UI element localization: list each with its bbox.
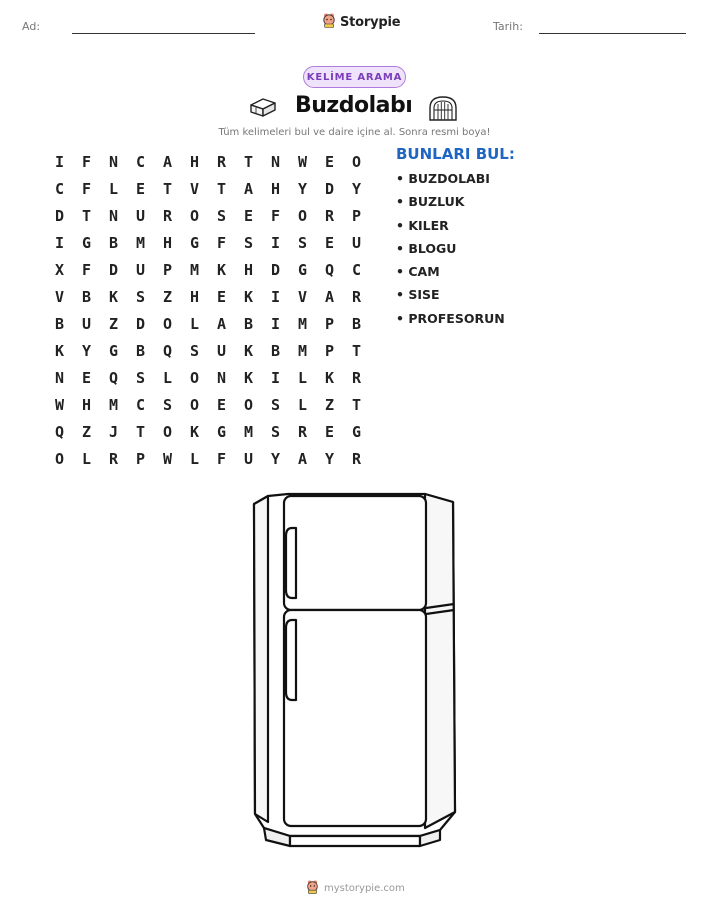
grid-cell[interactable]: S [270, 395, 281, 414]
grid-cell[interactable]: L [108, 179, 119, 198]
grid-cell[interactable]: M [108, 395, 119, 414]
refrigerator-illustration [250, 492, 460, 856]
grid-cell[interactable]: O [189, 395, 200, 414]
grid-cell[interactable]: W [162, 449, 173, 468]
grid-cell[interactable]: Q [54, 422, 65, 441]
grid-cell[interactable]: B [81, 287, 92, 306]
grid-cell[interactable]: E [216, 395, 227, 414]
grid-cell[interactable]: R [162, 206, 173, 225]
grid-cell[interactable]: O [189, 206, 200, 225]
grid-cell[interactable]: K [243, 287, 254, 306]
grid-cell[interactable]: K [189, 422, 200, 441]
grid-cell[interactable]: N [108, 206, 119, 225]
word-list-item: • BUZLUK [396, 194, 465, 210]
grid-cell[interactable]: I [54, 152, 65, 171]
grid-cell[interactable]: F [81, 179, 92, 198]
grid-cell[interactable]: C [135, 395, 146, 414]
grid-cell[interactable]: M [243, 422, 254, 441]
grid-cell[interactable]: F [81, 152, 92, 171]
grid-cell[interactable]: M [189, 260, 200, 279]
grid-cell[interactable]: N [216, 368, 227, 387]
grid-cell[interactable]: I [270, 287, 281, 306]
grid-cell[interactable]: T [162, 179, 173, 198]
grid-cell[interactable]: F [270, 206, 281, 225]
grid-cell[interactable]: H [81, 395, 92, 414]
grid-cell[interactable]: L [81, 449, 92, 468]
grid-cell[interactable]: F [81, 260, 92, 279]
grid-cell[interactable]: O [162, 422, 173, 441]
grid-cell[interactable]: R [351, 449, 362, 468]
grid-cell[interactable]: K [108, 287, 119, 306]
grid-cell[interactable]: K [243, 368, 254, 387]
brand-logo [322, 12, 400, 32]
grid-cell[interactable]: Q [162, 341, 173, 360]
storypie-mascot-icon [322, 12, 336, 32]
grid-cell[interactable]: W [297, 152, 308, 171]
grid-cell[interactable]: E [81, 368, 92, 387]
word-search-grid [46, 148, 370, 472]
grid-cell[interactable]: H [162, 233, 173, 252]
title-row [240, 92, 470, 124]
grid-cell[interactable]: T [351, 395, 362, 414]
grid-cell[interactable]: B [243, 314, 254, 333]
grid-cell[interactable]: S [216, 206, 227, 225]
grid-cell[interactable]: L [162, 368, 173, 387]
grid-cell[interactable]: O [162, 314, 173, 333]
grid-cell[interactable]: E [243, 206, 254, 225]
grid-cell[interactable]: T [135, 422, 146, 441]
grid-cell[interactable]: A [216, 314, 227, 333]
grid-cell[interactable]: J [108, 422, 119, 441]
grid-cell[interactable]: H [270, 179, 281, 198]
grid-cell[interactable]: V [189, 179, 200, 198]
arched-door-icon [428, 95, 458, 125]
brand-name: Storypie [340, 14, 401, 30]
grid-cell[interactable]: P [135, 449, 146, 468]
grid-cell[interactable]: O [189, 368, 200, 387]
grid-cell[interactable]: Y [270, 449, 281, 468]
grid-cell[interactable]: R [216, 152, 227, 171]
word-list-item: • CAM [396, 264, 440, 280]
butter-block-icon [248, 95, 278, 123]
grid-cell[interactable]: F [216, 233, 227, 252]
grid-cell[interactable]: M [297, 341, 308, 360]
grid-cell[interactable]: S [162, 395, 173, 414]
grid-cell[interactable]: S [243, 233, 254, 252]
grid-cell[interactable]: D [270, 260, 281, 279]
grid-cell[interactable]: C [135, 152, 146, 171]
footer [306, 879, 405, 898]
grid-cell[interactable]: E [216, 287, 227, 306]
footer-link[interactable]: mystorypie.com [324, 883, 405, 894]
grid-cell[interactable]: Y [297, 179, 308, 198]
grid-cell[interactable]: K [324, 368, 335, 387]
grid-cell[interactable]: O [351, 152, 362, 171]
grid-cell[interactable]: A [297, 449, 308, 468]
grid-cell[interactable]: B [135, 341, 146, 360]
grid-cell[interactable]: C [351, 260, 362, 279]
page-title: Buzdolabı [295, 93, 413, 118]
grid-cell[interactable]: G [216, 422, 227, 441]
grid-cell[interactable]: S [135, 368, 146, 387]
name-line[interactable] [72, 33, 255, 34]
grid-cell[interactable]: I [270, 233, 281, 252]
find-words-title: BUNLARI BUL: [396, 145, 515, 163]
grid-cell[interactable]: U [351, 233, 362, 252]
date-label: Tarih: [493, 20, 523, 33]
grid-cell[interactable]: Q [324, 260, 335, 279]
word-list-item: • BLOGU [396, 240, 457, 256]
grid-cell[interactable]: A [324, 287, 335, 306]
grid-cell[interactable]: D [324, 179, 335, 198]
grid-cell[interactable]: C [54, 179, 65, 198]
grid-cell[interactable]: D [135, 314, 146, 333]
grid-cell[interactable]: B [54, 314, 65, 333]
grid-cell[interactable]: E [324, 422, 335, 441]
grid-cell[interactable]: O [54, 449, 65, 468]
grid-cell[interactable]: B [270, 341, 281, 360]
grid-cell[interactable]: Z [324, 395, 335, 414]
grid-cell[interactable]: D [108, 260, 119, 279]
grid-cell[interactable]: U [135, 260, 146, 279]
grid-cell[interactable]: R [351, 368, 362, 387]
grid-cell[interactable]: W [54, 395, 65, 414]
grid-cell[interactable]: P [324, 341, 335, 360]
grid-cell[interactable]: O [297, 206, 308, 225]
word-list [396, 171, 505, 334]
grid-cell[interactable]: M [135, 233, 146, 252]
grid-cell[interactable]: A [162, 152, 173, 171]
grid-cell[interactable]: B [108, 233, 119, 252]
grid-cell[interactable]: L [297, 395, 308, 414]
grid-cell[interactable]: U [81, 314, 92, 333]
grid-cell[interactable]: U [243, 449, 254, 468]
grid-cell[interactable]: V [297, 287, 308, 306]
grid-cell[interactable]: H [189, 287, 200, 306]
grid-cell[interactable]: K [243, 341, 254, 360]
grid-cell[interactable]: S [297, 233, 308, 252]
grid-cell[interactable]: G [351, 422, 362, 441]
grid-cell[interactable]: H [189, 152, 200, 171]
grid-cell[interactable]: P [351, 206, 362, 225]
grid-cell[interactable]: U [135, 206, 146, 225]
grid-cell[interactable]: G [297, 260, 308, 279]
grid-cell[interactable]: R [297, 422, 308, 441]
grid-cell[interactable]: R [351, 287, 362, 306]
grid-cell[interactable]: O [243, 395, 254, 414]
grid-cell[interactable]: G [108, 341, 119, 360]
grid-cell[interactable]: A [243, 179, 254, 198]
grid-cell[interactable]: I [270, 368, 281, 387]
grid-cell[interactable]: T [351, 341, 362, 360]
grid-cell[interactable]: I [54, 233, 65, 252]
word-list-item: • PROFESORUN [396, 310, 505, 326]
grid-cell[interactable]: R [108, 449, 119, 468]
grid-cell[interactable]: Z [108, 314, 119, 333]
grid-cell[interactable]: T [216, 179, 227, 198]
grid-cell[interactable]: Q [108, 368, 119, 387]
grid-cell[interactable]: Y [351, 179, 362, 198]
grid-cell[interactable]: K [54, 341, 65, 360]
grid-cell[interactable]: D [54, 206, 65, 225]
grid-cell[interactable]: B [351, 314, 362, 333]
grid-cell[interactable]: N [108, 152, 119, 171]
date-line[interactable] [539, 33, 686, 34]
grid-cell[interactable]: G [81, 233, 92, 252]
grid-cell[interactable]: V [54, 287, 65, 306]
grid-cell[interactable]: L [297, 368, 308, 387]
grid-cell[interactable]: X [54, 260, 65, 279]
grid-cell[interactable]: Y [324, 449, 335, 468]
grid-cell[interactable]: T [243, 152, 254, 171]
grid-cell[interactable]: E [324, 152, 335, 171]
grid-cell[interactable]: F [216, 449, 227, 468]
grid-cell[interactable]: E [135, 179, 146, 198]
word-list-item: • SISE [396, 287, 440, 303]
grid-cell[interactable]: R [324, 206, 335, 225]
grid-cell[interactable]: H [243, 260, 254, 279]
grid-cell[interactable]: U [216, 341, 227, 360]
word-list-item: • BUZDOLABI [396, 171, 490, 186]
grid-cell[interactable]: Y [81, 341, 92, 360]
grid-cell[interactable]: S [189, 341, 200, 360]
grid-cell[interactable]: Z [81, 422, 92, 441]
grid-cell[interactable]: S [135, 287, 146, 306]
grid-cell[interactable]: Z [162, 287, 173, 306]
grid-cell[interactable]: E [324, 233, 335, 252]
word-list-item: • KILER [396, 217, 449, 233]
grid-cell[interactable]: P [162, 260, 173, 279]
grid-cell[interactable]: G [189, 233, 200, 252]
grid-cell[interactable]: L [189, 314, 200, 333]
grid-cell[interactable]: P [324, 314, 335, 333]
grid-cell[interactable]: M [297, 314, 308, 333]
storypie-mascot-icon [306, 879, 319, 898]
instructions: Tüm kelimeleri bul ve daire içine al. Sonra resmi boya! [218, 127, 491, 138]
grid-cell[interactable]: L [189, 449, 200, 468]
grid-cell[interactable]: N [54, 368, 65, 387]
grid-cell[interactable]: I [270, 314, 281, 333]
grid-cell[interactable]: N [270, 152, 281, 171]
name-label: Ad: [22, 20, 41, 33]
activity-badge: KELİME ARAMA [303, 66, 406, 88]
grid-cell[interactable]: S [270, 422, 281, 441]
grid-cell[interactable]: K [216, 260, 227, 279]
grid-cell[interactable]: T [81, 206, 92, 225]
